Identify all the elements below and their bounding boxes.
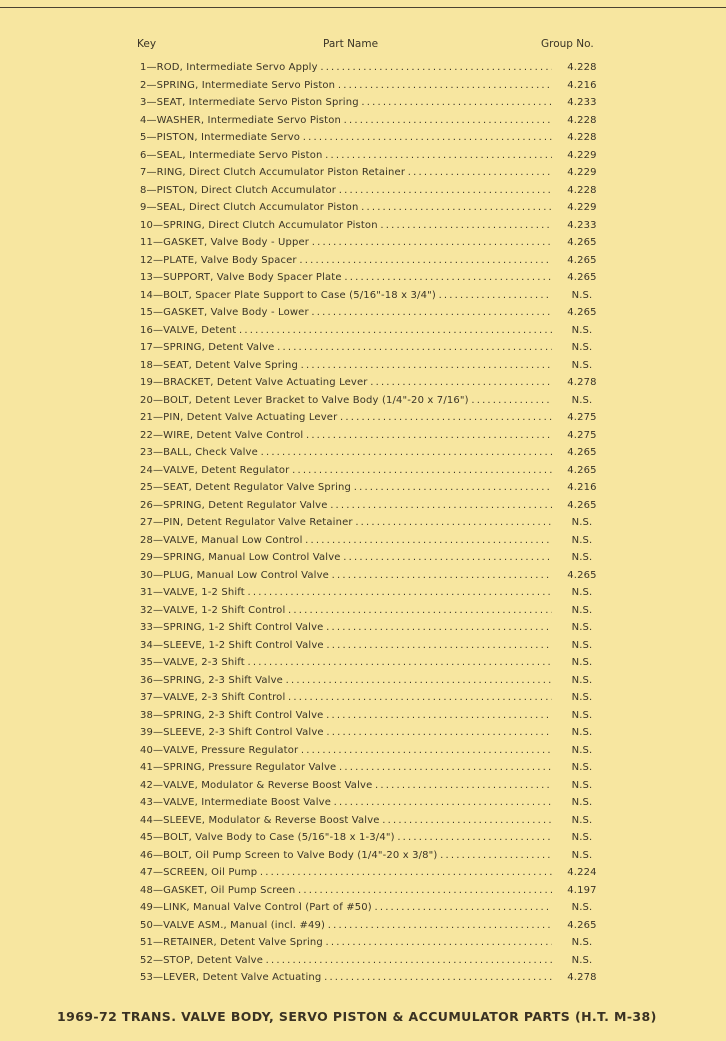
list-item bbox=[0, 342, 726, 360]
part-description: 1—ROD, Intermediate Servo Apply . . . bbox=[140, 62, 552, 73]
top-rule bbox=[0, 7, 726, 8]
list-item bbox=[0, 167, 726, 185]
group-number: N.S. bbox=[571, 902, 593, 913]
part-description: 3—SEAT, Intermediate Servo Piston Spring . . . bbox=[140, 97, 552, 108]
part-description: 37—VALVE, 2-3 Shift Control . . . bbox=[140, 692, 552, 703]
list-item bbox=[0, 447, 726, 465]
list-item bbox=[0, 972, 726, 990]
list-item bbox=[0, 797, 726, 815]
group-number: N.S. bbox=[571, 709, 593, 721]
part-description: 20—BOLT, Detent Lever Bracket to Valve Body (1/4"-20 x 7/16") . . . bbox=[140, 395, 552, 406]
list-item bbox=[0, 80, 726, 98]
part-description: 29—SPRING, Manual Low Control Valve . . . bbox=[140, 552, 552, 563]
part-description: 35—VALVE, 2-3 Shift . . . bbox=[140, 657, 552, 668]
group-number: N.S. bbox=[571, 359, 593, 371]
group-number: N.S. bbox=[571, 937, 593, 948]
part-description: 22—WIRE, Detent Valve Control . . . bbox=[140, 430, 552, 441]
list-item bbox=[0, 552, 726, 570]
part-description: 30—PLUG, Manual Low Control Valve . . . bbox=[140, 570, 552, 581]
group-number: N.S. bbox=[571, 552, 593, 563]
part-description: 48—GASKET, Oil Pump Screen . . . bbox=[140, 885, 552, 896]
group-number: N.S. bbox=[571, 639, 593, 651]
group-number: 4.275 bbox=[567, 429, 597, 441]
part-description: 10—SPRING, Direct Clutch Accumulator Piston . . . bbox=[140, 220, 552, 231]
list-item bbox=[0, 605, 726, 623]
list-item bbox=[0, 202, 726, 220]
group-number: N.S. bbox=[571, 797, 593, 808]
list-item bbox=[0, 62, 726, 80]
part-description: 26—SPRING, Detent Regulator Valve . . . bbox=[140, 500, 552, 511]
group-number: 4.265 bbox=[567, 272, 597, 283]
group-number: N.S. bbox=[571, 324, 593, 336]
list-item bbox=[0, 132, 726, 150]
part-description: 44—SLEEVE, Modulator & Reverse Boost Valve . . . bbox=[140, 815, 552, 826]
list-item bbox=[0, 885, 726, 903]
list-item bbox=[0, 937, 726, 955]
list-item bbox=[0, 710, 726, 728]
part-description: 16—VALVE, Detent . . . bbox=[140, 325, 552, 336]
group-number: 4.265 bbox=[567, 237, 597, 248]
list-item bbox=[0, 622, 726, 640]
part-description: 5—PISTON, Intermediate Servo . . . bbox=[140, 132, 552, 143]
part-description: 47—SCREEN, Oil Pump . . . bbox=[140, 867, 552, 878]
part-description: 9—SEAL, Direct Clutch Accumulator Piston . . . bbox=[140, 202, 552, 213]
group-number: 4.275 bbox=[567, 412, 597, 423]
part-description: 28—VALVE, Manual Low Control . . . bbox=[140, 535, 552, 546]
part-description: 17—SPRING, Detent Valve . . . bbox=[140, 342, 552, 353]
part-description: 25—SEAT, Detent Regulator Valve Spring . . . bbox=[140, 482, 552, 493]
part-description: 15—GASKET, Valve Body - Lower . . . bbox=[140, 307, 552, 318]
group-number: 4.197 bbox=[567, 884, 597, 896]
group-number: N.S. bbox=[571, 674, 593, 686]
list-item bbox=[0, 482, 726, 500]
part-description: 42—VALVE, Modulator & Reverse Boost Valve . . . bbox=[140, 780, 552, 791]
group-number: N.S. bbox=[571, 954, 593, 966]
list-item bbox=[0, 290, 726, 308]
group-number: N.S. bbox=[571, 657, 593, 668]
part-description: 2—SPRING, Intermediate Servo Piston . . . bbox=[140, 80, 552, 91]
column-header bbox=[0, 38, 726, 54]
group-number: N.S. bbox=[571, 289, 593, 301]
part-name-header: Part Name bbox=[323, 38, 379, 50]
list-item bbox=[0, 430, 726, 448]
list-item bbox=[0, 570, 726, 588]
part-description: 7—RING, Direct Clutch Accumulator Piston Retainer . . . bbox=[140, 167, 552, 178]
part-description: 32—VALVE, 1-2 Shift Control . . . bbox=[140, 605, 552, 616]
group-number: N.S. bbox=[571, 342, 593, 353]
list-item bbox=[0, 360, 726, 378]
list-item bbox=[0, 220, 726, 238]
group-number: N.S. bbox=[571, 779, 593, 791]
group-number: N.S. bbox=[571, 692, 593, 703]
list-item bbox=[0, 272, 726, 290]
list-item bbox=[0, 955, 726, 973]
list-item bbox=[0, 675, 726, 693]
group-number: N.S. bbox=[571, 587, 593, 598]
part-description: 31—VALVE, 1-2 Shift . . . bbox=[140, 587, 552, 598]
group-number: N.S. bbox=[571, 762, 593, 773]
group-number: 4.233 bbox=[567, 97, 597, 108]
part-description: 38—SPRING, 2-3 Shift Control Valve . . . bbox=[140, 710, 552, 721]
part-description: 11—GASKET, Valve Body - Upper . . . bbox=[140, 237, 552, 248]
part-description: 52—STOP, Detent Valve . . . bbox=[140, 955, 552, 966]
group-number: N.S. bbox=[571, 517, 593, 528]
key-header: Key bbox=[137, 38, 157, 50]
list-item bbox=[0, 850, 726, 868]
group-number: 4.265 bbox=[567, 307, 597, 318]
group-number: N.S. bbox=[571, 832, 593, 843]
parts-list bbox=[0, 62, 726, 990]
part-description: 4—WASHER, Intermediate Servo Piston . . . bbox=[140, 115, 552, 126]
list-item bbox=[0, 237, 726, 255]
list-item bbox=[0, 920, 726, 938]
group-number: N.S. bbox=[571, 622, 593, 633]
part-description: 46—BOLT, Oil Pump Screen to Valve Body (1/4"-20 x 3/8") . . . bbox=[140, 850, 552, 861]
group-number: 4.265 bbox=[567, 254, 597, 266]
list-item bbox=[0, 255, 726, 273]
list-item bbox=[0, 412, 726, 430]
list-item bbox=[0, 727, 726, 745]
part-description: 23—BALL, Check Valve . . . bbox=[140, 447, 552, 458]
group-number: 4.265 bbox=[567, 919, 597, 931]
part-description: 49—LINK, Manual Valve Control (Part of #50) . . . bbox=[140, 902, 552, 913]
list-item bbox=[0, 745, 726, 763]
list-item bbox=[0, 377, 726, 395]
part-description: 24—VALVE, Detent Regulator . . . bbox=[140, 465, 552, 476]
group-number: 4.224 bbox=[567, 867, 597, 878]
list-item bbox=[0, 97, 726, 115]
list-item bbox=[0, 640, 726, 658]
list-item bbox=[0, 535, 726, 553]
group-number: 4.216 bbox=[567, 482, 597, 493]
group-no-header: Group No. bbox=[541, 38, 594, 50]
list-item bbox=[0, 517, 726, 535]
group-number: 4.229 bbox=[567, 202, 597, 213]
list-item bbox=[0, 867, 726, 885]
group-number: 4.265 bbox=[567, 447, 597, 458]
group-number: 4.265 bbox=[567, 569, 597, 581]
group-number: N.S. bbox=[571, 744, 593, 756]
page-title: 1969-72 TRANS. VALVE BODY, SERVO PISTON & ACCUMULATOR PARTS (H.T. M-38) bbox=[57, 1009, 657, 1024]
part-description: 6—SEAL, Intermediate Servo Piston . . . bbox=[140, 150, 552, 161]
part-description: 53—LEVER, Detent Valve Actuating . . . bbox=[140, 972, 552, 983]
group-number: N.S. bbox=[571, 814, 593, 826]
part-description: 39—SLEEVE, 2-3 Shift Control Valve . . . bbox=[140, 727, 552, 738]
group-number: 4.228 bbox=[567, 132, 597, 143]
list-item bbox=[0, 692, 726, 710]
part-description: 45—BOLT, Valve Body to Case (5/16"-18 x 1-3/4") . . . bbox=[140, 832, 552, 843]
group-number: 4.229 bbox=[567, 149, 597, 161]
part-description: 40—VALVE, Pressure Regulator . . . bbox=[140, 745, 552, 756]
group-number: 4.278 bbox=[567, 377, 597, 388]
part-description: 34—SLEEVE, 1-2 Shift Control Valve . . . bbox=[140, 640, 552, 651]
group-number: N.S. bbox=[571, 604, 593, 616]
group-number: 4.228 bbox=[567, 62, 597, 73]
list-item bbox=[0, 832, 726, 850]
group-number: N.S. bbox=[571, 394, 593, 406]
list-item bbox=[0, 307, 726, 325]
group-number: N.S. bbox=[571, 727, 593, 738]
part-description: 14—BOLT, Spacer Plate Support to Case (5/16"-18 x 3/4") . . . bbox=[140, 290, 552, 301]
part-description: 19—BRACKET, Detent Valve Actuating Lever . . . bbox=[140, 377, 552, 388]
part-description: 33—SPRING, 1-2 Shift Control Valve . . . bbox=[140, 622, 552, 633]
group-number: 4.228 bbox=[567, 114, 597, 126]
group-number: 4.216 bbox=[567, 79, 597, 91]
list-item bbox=[0, 815, 726, 833]
list-item bbox=[0, 325, 726, 343]
group-number: 4.233 bbox=[567, 219, 597, 231]
part-description: 50—VALVE ASM., Manual (incl. #49) . . . bbox=[140, 920, 552, 931]
list-item bbox=[0, 150, 726, 168]
part-description: 43—VALVE, Intermediate Boost Valve . . . bbox=[140, 797, 552, 808]
part-description: 51—RETAINER, Detent Valve Spring . . . bbox=[140, 937, 552, 948]
group-number: N.S. bbox=[571, 534, 593, 546]
list-item bbox=[0, 780, 726, 798]
list-item bbox=[0, 395, 726, 413]
part-description: 13—SUPPORT, Valve Body Spacer Plate . . . bbox=[140, 272, 552, 283]
group-number: 4.265 bbox=[567, 464, 597, 476]
list-item bbox=[0, 657, 726, 675]
group-number: 4.265 bbox=[567, 499, 597, 511]
list-item bbox=[0, 500, 726, 518]
group-number: 4.278 bbox=[567, 972, 597, 983]
part-description: 41—SPRING, Pressure Regulator Valve . . . bbox=[140, 762, 552, 773]
list-item bbox=[0, 185, 726, 203]
part-description: 12—PLATE, Valve Body Spacer . . . bbox=[140, 255, 552, 266]
part-description: 21—PIN, Detent Valve Actuating Lever . . . bbox=[140, 412, 552, 423]
part-description: 18—SEAT, Detent Valve Spring . . . bbox=[140, 360, 552, 371]
group-number: 4.228 bbox=[567, 184, 597, 196]
part-description: 27—PIN, Detent Regulator Valve Retainer . . . bbox=[140, 517, 552, 528]
list-item bbox=[0, 587, 726, 605]
list-item bbox=[0, 902, 726, 920]
list-item bbox=[0, 762, 726, 780]
group-number: 4.229 bbox=[567, 167, 597, 178]
part-description: 36—SPRING, 2-3 Shift Valve . . . bbox=[140, 675, 552, 686]
part-description: 8—PISTON, Direct Clutch Accumulator . . . bbox=[140, 185, 552, 196]
list-item bbox=[0, 465, 726, 483]
group-number: N.S. bbox=[571, 849, 593, 861]
list-item bbox=[0, 115, 726, 133]
